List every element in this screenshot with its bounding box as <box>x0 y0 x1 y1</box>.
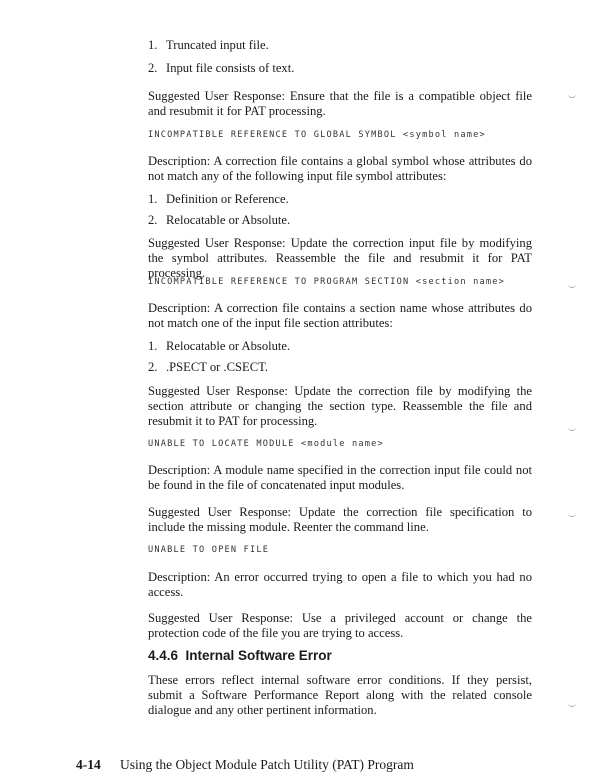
suggested-response: Suggested User Response: Update the correction file specification to include the missing module. Reenter the command line. <box>148 505 532 534</box>
error-message: UNABLE TO LOCATE MODULE <module name> <box>148 439 384 449</box>
list-text: Relocatable or Absolute. <box>166 339 291 353</box>
list-number: 1. <box>148 192 158 206</box>
list-text: Relocatable or Absolute. <box>166 213 291 227</box>
section-heading: 4.4.6 Internal Software Error <box>148 648 332 663</box>
error-message: INCOMPATIBLE REFERENCE TO PROGRAM SECTION <section name> <box>148 277 505 287</box>
page-footer <box>76 757 414 773</box>
list-text: Input file consists of text. <box>166 61 295 75</box>
list-number: 2. <box>148 61 158 75</box>
suggested-response: Suggested User Response: Ensure that the file is a compatible object file and resubmit it for PAT processing. <box>148 89 532 118</box>
margin-mark <box>568 427 576 431</box>
list-text: .PSECT or .CSECT. <box>166 360 269 374</box>
list-number: 2. <box>148 213 158 227</box>
margin-mark <box>568 284 576 288</box>
list-number: 1. <box>148 339 158 353</box>
list-text: Definition or Reference. <box>166 192 289 206</box>
list-number: 2. <box>148 360 158 374</box>
suggested-response: Suggested User Response: Use a privileged account or change the protection code of the file you are trying to access. <box>148 611 532 640</box>
suggested-response: Suggested User Response: Update the correction file by modifying the section attribute or changing the section type. Reassemble the file and resubmit it to PAT for processing. <box>148 384 532 428</box>
error-message: INCOMPATIBLE REFERENCE TO GLOBAL SYMBOL <symbol name> <box>148 130 486 140</box>
description: Description: A module name specified in the correction input file could not be found in the file of concatenated input modules. <box>148 463 532 492</box>
description: Description: An error occurred trying to open a file to which you had no access. <box>148 570 532 599</box>
page-number: 4-14 <box>76 757 101 772</box>
list-item <box>148 61 294 76</box>
list-number: 1. <box>148 38 158 52</box>
footer-title: Using the Object Module Patch Utility (PAT) Program <box>120 757 414 772</box>
margin-mark <box>568 703 576 707</box>
margin-mark <box>568 513 576 517</box>
list-item <box>148 360 268 375</box>
list-text: Truncated input file. <box>166 38 269 52</box>
suggested-response: Suggested User Response: Update the correction input file by modifying the symbol attributes. Reassemble the file and resubmit it for PAT processing. <box>148 236 532 280</box>
list-item <box>148 213 290 228</box>
description: Description: A correction file contains a global symbol whose attributes do not match any of the following input file symbol attributes: <box>148 154 532 183</box>
margin-mark <box>568 94 576 98</box>
error-message: UNABLE TO OPEN FILE <box>148 545 270 555</box>
description: Description: A correction file contains a section name whose attributes do not match one of the input file section attributes: <box>148 301 532 330</box>
list-item <box>148 339 290 354</box>
list-item <box>148 38 269 53</box>
paragraph: These errors reflect internal software error conditions. If they persist, submit a Software Performance Report along with the related console dialogue and any other pertinent information. <box>148 673 532 717</box>
list-item <box>148 192 289 207</box>
